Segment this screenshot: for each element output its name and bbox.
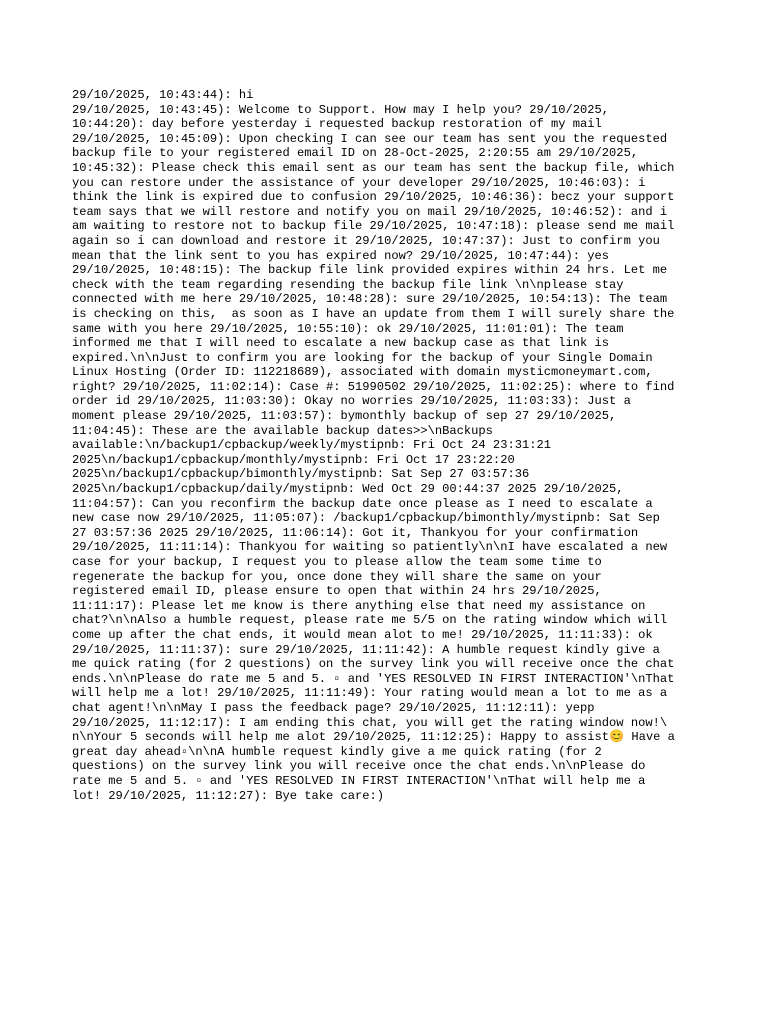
transcript-line: 11:04:45): These are the available backup dates>>\nBackups [72,423,493,438]
transcript-line: chat agent!\n\nMay I pass the feedback page? 29/10/2025, 11:12:11): yepp [72,700,595,715]
transcript-line: n\nYour 5 seconds will help me alot 29/10/2025, 11:12:25): Happy to assist😊 Have a [72,730,675,745]
transcript-line: is checking on this, as soon as I have an update from them I will surely share the [72,306,675,321]
transcript-line: 29/10/2025, 10:48:15): The backup file link provided expires within 24 hrs. Let me [72,263,668,278]
transcript-line: 29/10/2025, 11:12:17): I am ending this chat, you will get the rating window now!\ [72,715,668,730]
transcript-line: think the link is expired due to confusion 29/10/2025, 10:46:36): becz your support [72,190,675,205]
transcript-line: right? 29/10/2025, 11:02:14): Case #: 51990502 29/10/2025, 11:02:25): where to find [72,379,675,394]
transcript-line: available:\n/backup1/cpbackup/weekly/mystipnb: Fri Oct 24 23:31:21 [72,438,551,453]
transcript-line: 29/10/2025, 10:43:44): hi [72,88,254,102]
transcript-line: 29/10/2025, 10:43:45): Welcome to Support. How may I help you? 29/10/2025, [72,102,610,117]
transcript-line: case for your backup, I request you to please allow the team some time to [72,555,602,569]
transcript-line: 11:04:57): Can you reconfirm the backup date once please as I need to escalate a [72,496,653,511]
transcript-line: connected with me here 29/10/2025, 10:48:28): sure 29/10/2025, 10:54:13): The team [72,292,668,307]
transcript-line: moment please 29/10/2025, 11:03:57): bymonthly backup of sep 27 29/10/2025, [72,409,617,424]
transcript-line: expired.\n\nJust to confirm you are looking for the backup of your Single Domain [72,350,653,365]
transcript-line: check with the team regarding resending the backup file link \n\nplease stay [72,277,624,292]
transcript-line: 29/10/2025, 11:11:14): Thankyou for waiting so patiently\n\nI have escalated a new [72,540,668,555]
chat-transcript-text [72,88,702,803]
transcript-line: again so i can download and restore it 29/10/2025, 10:47:37): Just to confirm you [72,233,660,248]
transcript-line: rate me 5 and 5. ▫ and 'YES RESOLVED IN FIRST INTERACTION'\nThat will help me a [72,773,646,788]
transcript-line: 10:44:20): day before yesterday i requested backup restoration of my mail [72,117,602,132]
transcript-line: backup file to your registered email ID on 28-Oct-2025, 2:20:55 am 29/10/2025, [72,146,639,161]
transcript-line: great day ahead▫\n\nA humble request kindly give a me quick rating (for 2 [72,744,602,759]
transcript-line: new case now 29/10/2025, 11:05:07): /backup1/cpbackup/bimonthly/mystipnb: Sat Sep [72,511,660,526]
transcript-line: am waiting to restore not to backup file 29/10/2025, 10:47:18): please send me mail [72,219,675,234]
transcript-line: come up after the chat ends, it would mean alot to me! 29/10/2025, 11:11:33): ok [72,627,653,642]
transcript-line: mean that the link sent to you has expired now? 29/10/2025, 10:47:44): yes [72,248,610,263]
transcript-line: me quick rating (for 2 questions) on the survey link you will receive once the chat [72,657,675,672]
transcript-line: questions) on the survey link you will receive once the chat ends.\n\nPlease do [72,759,646,774]
transcript-line: 2025\n/backup1/cpbackup/daily/mystipnb: Wed Oct 29 00:44:37 2025 29/10/2025, [72,482,624,497]
transcript-line: same with you here 29/10/2025, 10:55:10): ok 29/10/2025, 11:01:01): The team [72,321,624,336]
transcript-line: order id 29/10/2025, 11:03:30): Okay no worries 29/10/2025, 11:03:33): Just a [72,394,631,409]
transcript-line: 11:11:17): Please let me know is there anything else that need my assistance on [72,598,646,613]
transcript-line: you can restore under the assistance of your developer 29/10/2025, 10:46:03): i [72,175,646,190]
transcript-line: 10:45:32): Please check this email sent as our team has sent the backup file, which [72,160,675,175]
transcript-line: registered email ID, please ensure to open that within 24 hrs 29/10/2025, [72,584,602,599]
transcript-line: regenerate the backup for you, once done they will share the same on your [72,569,602,584]
transcript-line: 2025\n/backup1/cpbackup/monthly/mystipnb: Fri Oct 17 23:22:20 [72,452,515,467]
transcript-line: 2025\n/backup1/cpbackup/bimonthly/mystipnb: Sat Sep 27 03:57:36 [72,467,530,482]
transcript-line: 29/10/2025, 10:45:09): Upon checking I can see our team has sent you the requested [72,131,668,146]
transcript-line: chat?\n\nAlso a humble request, please rate me 5/5 on the rating window which will [72,613,668,628]
transcript-line: ends.\n\nPlease do rate me 5 and 5. ▫ and 'YES RESOLVED IN FIRST INTERACTION'\nThat [72,671,675,686]
transcript-line: Linux Hosting (Order ID: 112218689), associated with domain mysticmoneymart.com, [72,365,653,380]
transcript-line: 29/10/2025, 11:11:37): sure 29/10/2025, 11:11:42): A humble request kindly give a [72,642,660,657]
transcript-line: team says that we will restore and notify you on mail 29/10/2025, 10:46:52): and i [72,204,668,219]
transcript-line: informed me that I will need to escalate a new backup case as that link is [72,336,610,351]
transcript-line: will help me a lot! 29/10/2025, 11:11:49): Your rating would mean a lot to me as a [72,686,668,701]
transcript-line: 27 03:57:36 2025 29/10/2025, 11:06:14): Got it, Thankyou for your confirmation [72,525,639,540]
document-page [72,88,702,803]
transcript-line: lot! 29/10/2025, 11:12:27): Bye take care:) [72,788,385,803]
